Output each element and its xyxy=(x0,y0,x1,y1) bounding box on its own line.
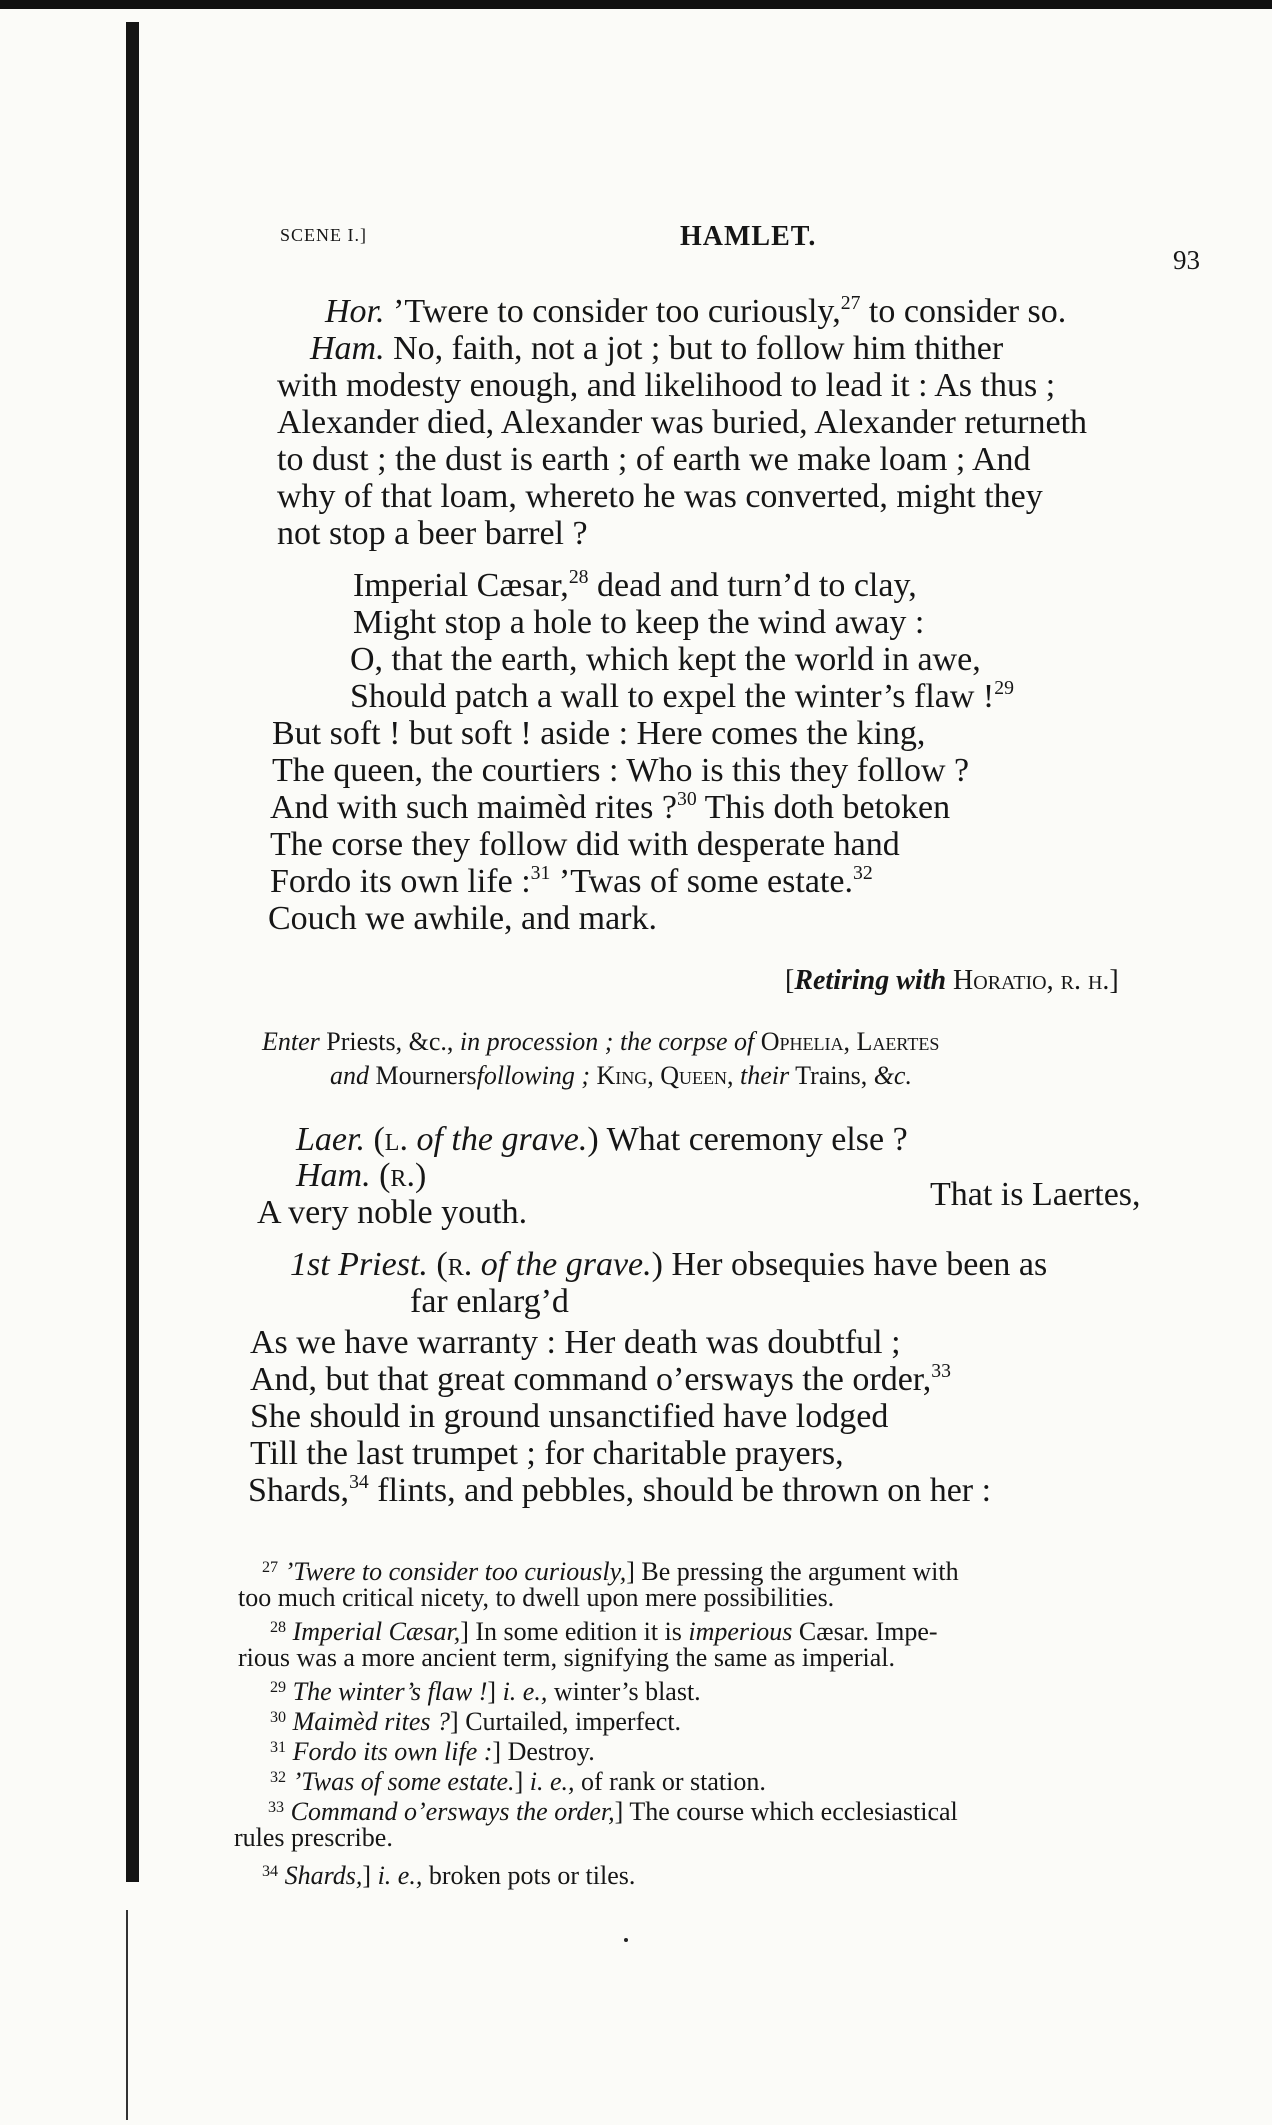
running-head: SCENE I.] xyxy=(280,225,367,245)
verse-line: And with such maimèd rites ?$^{30}$ This doth betoken xyxy=(270,788,951,826)
speaker-name: Hor. xyxy=(325,293,385,330)
speech-text: to consider so. xyxy=(860,293,1067,330)
verse-line: Imperial Cæsar,$^{28}$ dead and turn’d to clay, xyxy=(353,566,917,604)
speech-horatio xyxy=(325,292,1066,332)
page-header xyxy=(280,215,1200,275)
verse-line: The queen, the courtiers : Who is this they follow ? xyxy=(272,752,970,789)
footnote-continuation: too much critical nicety, to dwell upon mere possibilities. xyxy=(238,1583,835,1612)
footnote-continuation: rules prescribe. xyxy=(234,1823,393,1852)
speech-laertes: Laer. (l. of the grave.) What ceremony else ? xyxy=(296,1121,908,1158)
verse-line: Fordo its own life :$^{31}$ ’Twas of some estate.$^{32}$ xyxy=(270,862,873,900)
note-ref: 32 xyxy=(852,862,873,885)
verse-line: As we have warranty : Her death was doubtful ; xyxy=(250,1324,901,1361)
ink-speck xyxy=(624,1938,628,1942)
note-ref: 29 xyxy=(994,677,1014,700)
footnote: $^{33}$ Command o’ersways the order,] The course which ecclesiastical xyxy=(268,1797,958,1827)
speech-text: No, faith, not a jot ; but to follow him thither xyxy=(384,330,1004,367)
speech-text-right: That is Laertes, xyxy=(930,1176,1141,1213)
footnote: $^{30}$ Maimèd rites ?] Curtailed, imperfect. xyxy=(270,1707,682,1737)
prose-line: to dust ; the dust is earth ; of earth we make loam ; And xyxy=(277,441,1031,478)
stage-direction-line: and Mournersfollowing ; King, Queen, their Trains, &c. xyxy=(330,1061,912,1090)
binding-edge xyxy=(126,22,139,1882)
speech-hamlet-2: Ham. (r.) xyxy=(296,1157,427,1194)
verse-line: But soft ! but soft ! aside : Here comes the king, xyxy=(272,715,926,752)
footnote-continuation: rious was a more ancient term, signifying the same as imperial. xyxy=(238,1643,896,1672)
footnote: $^{31}$ Fordo its own life :] Destroy. xyxy=(270,1737,595,1767)
verse-line: far enlarg’d xyxy=(410,1283,569,1320)
verse-line: The corse they follow did with desperate hand xyxy=(270,826,900,863)
verse-line: Should patch a wall to expel the winter’s flaw !$^{29}$ xyxy=(350,677,1014,715)
prose-line: why of that loam, whereto he was converted, might they xyxy=(277,478,1043,515)
binding-edge-tail xyxy=(126,1910,128,2120)
stage-direction-line: Enter Priests, &c., in procession ; the corpse of Ophelia, Laertes xyxy=(262,1027,940,1056)
top-border-rule xyxy=(0,0,1272,9)
speaker-name: Ham. xyxy=(310,330,385,367)
footnote: $^{27}$ ’Twere to consider too curiously,] Be pressing the argument with xyxy=(262,1557,959,1587)
note-ref: 30 xyxy=(676,788,697,811)
prose-line: Alexander died, Alexander was buried, Alexander returneth xyxy=(277,404,1088,441)
footnote: $^{32}$ ’Twas of some estate.] i. e., of rank or station. xyxy=(270,1767,766,1797)
verse-line: She should in ground unsanctified have lodged xyxy=(250,1398,889,1435)
page-title: HAMLET. xyxy=(680,221,817,252)
verse-line: Might stop a hole to keep the wind away : xyxy=(353,604,925,641)
footnote: $^{28}$ Imperial Cæsar,] In some edition it is imperious Cæsar. Impe- xyxy=(270,1617,938,1647)
verse-line: Till the last trumpet ; for charitable prayers, xyxy=(250,1435,844,1472)
speech-priest: 1st Priest. (r. of the grave.) Her obsequies have been as xyxy=(290,1246,1048,1283)
speech-hamlet xyxy=(310,329,1003,369)
note-ref: 34 xyxy=(349,1471,369,1494)
note-ref: 31 xyxy=(530,862,551,885)
verse-line: And, but that great command o’ersways the order,$^{33}$ xyxy=(250,1360,951,1398)
verse-line: Shards,$^{34}$ flints, and pebbles, should be thrown on her : xyxy=(248,1471,992,1509)
footnote: $^{29}$ The winter’s flaw !] i. e., winter’s blast. xyxy=(270,1677,701,1707)
verse-line: O, that the earth, which kept the world in awe, xyxy=(350,641,981,678)
note-ref: 33 xyxy=(931,1360,951,1383)
verse-line: A very noble youth. xyxy=(257,1194,528,1231)
note-ref: 28 xyxy=(568,566,589,589)
speech-text: ’Twere to consider too curiously, xyxy=(384,293,841,330)
prose-line: with modesty enough, and likelihood to lead it : As thus ; xyxy=(277,367,1056,404)
page-number: 93 xyxy=(1173,245,1200,275)
verse-line: Couch we awhile, and mark. xyxy=(268,900,657,937)
prose-line: not stop a beer barrel ? xyxy=(277,515,588,552)
footnote: $^{34}$ Shards,] i. e., broken pots or tiles. xyxy=(262,1861,636,1891)
stage-direction-retiring: [Retiring with Horatio, r. h.] xyxy=(785,965,1119,996)
note-ref: 27 xyxy=(840,292,861,315)
